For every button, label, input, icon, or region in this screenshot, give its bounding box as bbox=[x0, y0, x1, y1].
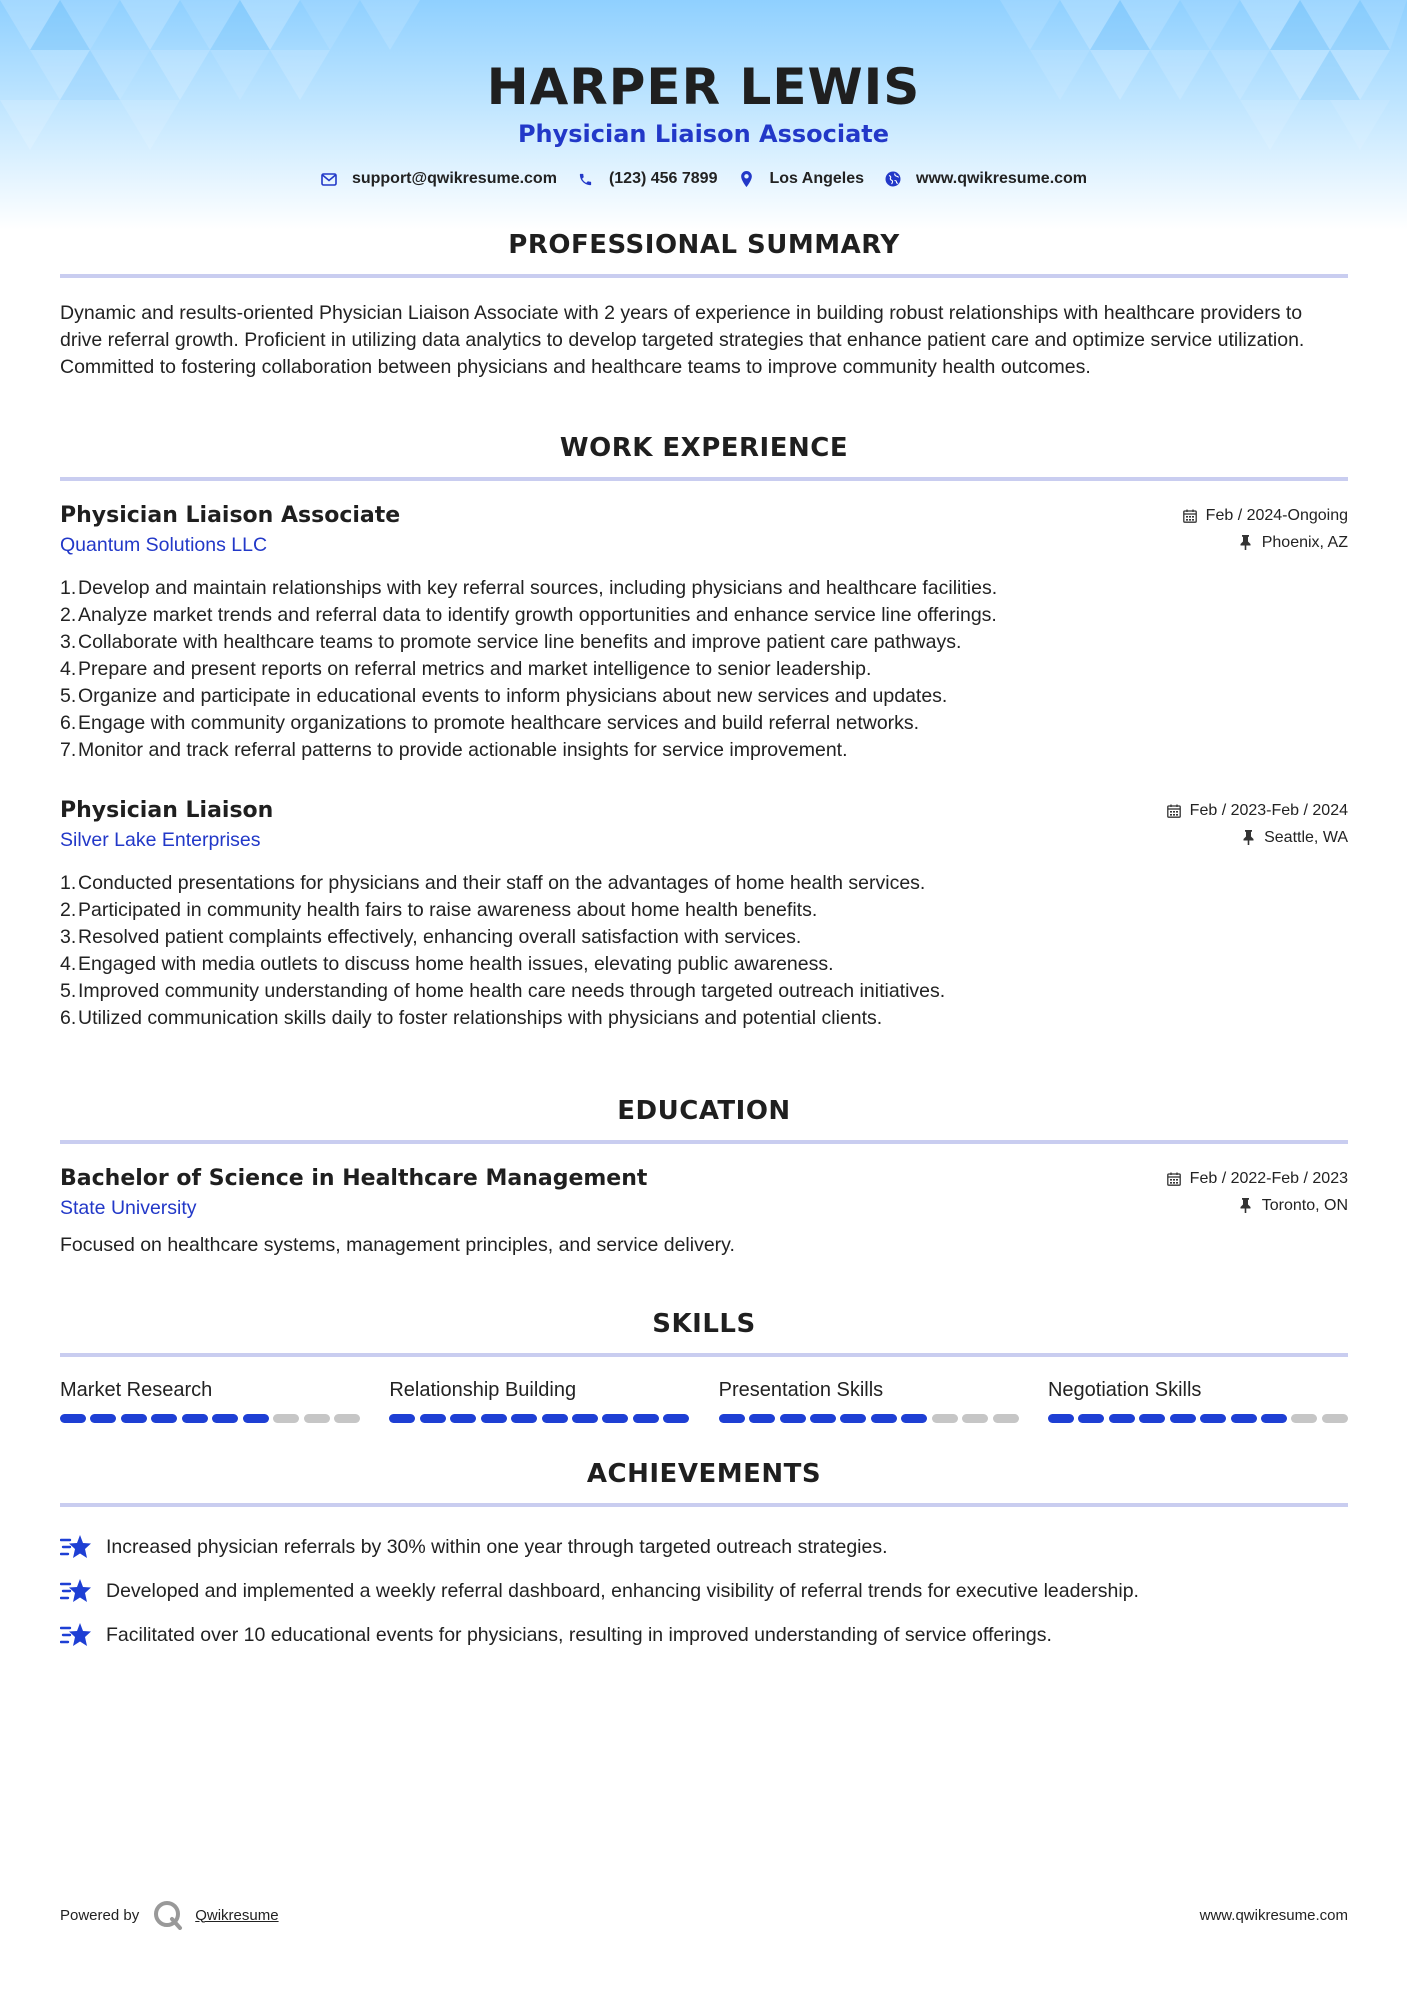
job-location bbox=[1240, 829, 1348, 847]
skill-dot bbox=[810, 1414, 836, 1423]
shooting-star-icon bbox=[60, 1620, 94, 1650]
list-item bbox=[60, 1613, 1348, 1657]
shooting-star-icon bbox=[60, 1576, 94, 1606]
calendar-icon bbox=[1166, 803, 1182, 819]
pushpin-icon bbox=[1240, 830, 1256, 846]
skill-dot bbox=[1231, 1414, 1257, 1423]
education-title: EDUCATION bbox=[60, 1096, 1348, 1144]
degree-title: Bachelor of Science in Healthcare Management bbox=[60, 1166, 648, 1191]
skill-dot bbox=[901, 1414, 927, 1423]
list-item: 2. Participated in community health fairs to raise awareness about home health benefits. bbox=[60, 897, 1348, 924]
qwikresume-logo-icon bbox=[153, 1900, 183, 1930]
bullet-text: Develop and maintain relationships with key referral sources, including physicians and healthcare facilities. bbox=[78, 577, 998, 599]
skill-dot bbox=[151, 1414, 177, 1423]
skill-meter bbox=[60, 1414, 360, 1423]
school-name: State University bbox=[60, 1197, 197, 1219]
job-title: Physician Liaison bbox=[60, 798, 274, 823]
bullet-text: Utilized communication skills daily to foster relationships with physicians and potential clients. bbox=[78, 1007, 883, 1029]
skill-dot bbox=[60, 1414, 86, 1423]
skill-dot bbox=[1078, 1414, 1104, 1423]
skill-dot bbox=[450, 1414, 476, 1423]
skill-dot bbox=[121, 1414, 147, 1423]
contact-bar bbox=[0, 170, 1407, 188]
skill-dot bbox=[334, 1414, 360, 1423]
skill-dot bbox=[602, 1414, 628, 1423]
shooting-star-icon bbox=[60, 1532, 94, 1562]
list-item: 4. Prepare and present reports on referral metrics and market intelligence to senior leadership. bbox=[60, 656, 1348, 683]
list-item: 6. Engage with community organizations to promote healthcare services and build referral networks. bbox=[60, 710, 1348, 737]
footer-website[interactable]: www.qwikresume.com bbox=[1199, 1906, 1348, 1924]
skill-name: Relationship Building bbox=[389, 1379, 577, 1401]
candidate-name: HARPER LEWIS bbox=[486, 58, 921, 116]
contact-email[interactable] bbox=[320, 170, 557, 188]
skill-dot bbox=[304, 1414, 330, 1423]
skill-name: Presentation Skills bbox=[718, 1379, 884, 1401]
skill-item bbox=[1048, 1379, 1348, 1423]
job-dates bbox=[1182, 507, 1348, 525]
bullet-text: Engaged with media outlets to discuss home health issues, elevating public awareness. bbox=[78, 953, 834, 975]
job-dates-text: Feb / 2023-Feb / 2024 bbox=[1189, 801, 1348, 819]
achievement-text: Facilitated over 10 educational events for physicians, resulting in improved understanding of service offerings. bbox=[106, 1623, 1052, 1646]
map-pin-icon bbox=[737, 170, 755, 188]
list-item: 7. Monitor and track referral patterns to provide actionable insights for service improvement. bbox=[60, 737, 1348, 764]
calendar-icon bbox=[1182, 508, 1198, 524]
job-location bbox=[1238, 534, 1348, 552]
skill-dot bbox=[481, 1414, 507, 1423]
achievement-text: Increased physician referrals by 30% within one year through targeted outreach strategies. bbox=[106, 1535, 888, 1558]
bullet-text: Monitor and track referral patterns to provide actionable insights for service improvement. bbox=[78, 739, 848, 761]
skill-dot bbox=[633, 1414, 659, 1423]
bullet-text: Conducted presentations for physicians and their staff on the advantages of home health services. bbox=[78, 872, 926, 894]
skill-dot bbox=[1291, 1414, 1317, 1423]
list-item: 5. Improved community understanding of home health care needs through targeted outreach initiatives. bbox=[60, 978, 1348, 1005]
skill-name: Negotiation Skills bbox=[1047, 1379, 1202, 1401]
skill-dot bbox=[1109, 1414, 1135, 1423]
experience-section bbox=[60, 433, 1348, 1032]
bullet-text: Collaborate with healthcare teams to promote service line benefits and improve patient care pathways. bbox=[78, 631, 962, 653]
job-dates bbox=[1166, 802, 1348, 820]
list-item: 3. Resolved patient complaints effectively, enhancing overall satisfaction with services. bbox=[60, 924, 1348, 951]
summary-text: Dynamic and results-oriented Physician Liaison Associate with 2 years of experience in building robust relationships with healthcare providers to drive referral growth. Proficient in utilizing data analytics to develop targeted strategies that enhance patient care and optimize service utilization. Committed to fostering collaboration between physicians and healthcare teams to improve community health outcomes. bbox=[60, 302, 1305, 378]
powered-by-label: Powered by bbox=[60, 1906, 140, 1924]
skill-dot bbox=[1048, 1414, 1074, 1423]
job-entry bbox=[60, 798, 1348, 1032]
skill-dot bbox=[962, 1414, 988, 1423]
envelope-icon bbox=[320, 170, 338, 188]
list-item bbox=[60, 1525, 1348, 1569]
education-entry bbox=[60, 1166, 1348, 1259]
bullet-text: Prepare and present reports on referral metrics and market intelligence to senior leadership. bbox=[78, 658, 872, 680]
education-section bbox=[60, 1096, 1348, 1259]
bullet-text: Engage with community organizations to promote healthcare services and build referral networks. bbox=[78, 712, 920, 734]
job-location-text: Phoenix, AZ bbox=[1261, 533, 1348, 551]
education-dates bbox=[1166, 1170, 1348, 1188]
education-description: Focused on healthcare systems, management principles, and service delivery. bbox=[60, 1234, 735, 1256]
phone-icon bbox=[577, 170, 595, 188]
job-bullets bbox=[60, 870, 1348, 1032]
pushpin-icon bbox=[1238, 535, 1254, 551]
skill-item bbox=[60, 1379, 360, 1423]
list-item: 6. Utilized communication skills daily to foster relationships with physicians and potential clients. bbox=[60, 1005, 1348, 1032]
list-item: 3. Collaborate with healthcare teams to promote service line benefits and improve patient care pathways. bbox=[60, 629, 1348, 656]
achievements-list bbox=[60, 1525, 1348, 1657]
skill-meter bbox=[719, 1414, 1019, 1423]
education-location bbox=[1238, 1197, 1348, 1215]
skill-dot bbox=[572, 1414, 598, 1423]
globe-icon bbox=[884, 170, 902, 188]
skill-dot bbox=[871, 1414, 897, 1423]
phone-text: (123) 456 7899 bbox=[608, 170, 718, 187]
location-text: Los Angeles bbox=[769, 170, 865, 187]
calendar-icon bbox=[1166, 1171, 1182, 1187]
job-company: Quantum Solutions LLC bbox=[60, 534, 268, 556]
skill-meter bbox=[1048, 1414, 1348, 1423]
skill-dot bbox=[273, 1414, 299, 1423]
skill-item bbox=[389, 1379, 689, 1423]
list-item: 1. Conducted presentations for physicians and their staff on the advantages of home health services. bbox=[60, 870, 1348, 897]
bullet-text: Resolved patient complaints effectively, enhancing overall satisfaction with services. bbox=[78, 926, 802, 948]
pushpin-icon bbox=[1238, 1198, 1254, 1214]
skill-dot bbox=[90, 1414, 116, 1423]
skill-dot bbox=[663, 1414, 689, 1423]
achievement-text: Developed and implemented a weekly referral dashboard, enhancing visibility of referral trends for executive leadership. bbox=[106, 1579, 1139, 1602]
summary-section bbox=[60, 230, 1348, 381]
job-bullets bbox=[60, 575, 1348, 764]
education-dates-text: Feb / 2022-Feb / 2023 bbox=[1189, 1169, 1348, 1187]
brand-link[interactable]: Qwikresume bbox=[195, 1906, 279, 1924]
skill-name: Market Research bbox=[60, 1379, 213, 1401]
job-location-text: Seattle, WA bbox=[1264, 828, 1348, 846]
skill-meter bbox=[389, 1414, 689, 1423]
bullet-text: Improved community understanding of home health care needs through targeted outreach initiatives. bbox=[78, 980, 946, 1002]
skill-dot bbox=[1261, 1414, 1287, 1423]
skill-dot bbox=[932, 1414, 958, 1423]
skill-dot bbox=[420, 1414, 446, 1423]
skill-dot bbox=[780, 1414, 806, 1423]
skill-dot bbox=[243, 1414, 269, 1423]
skill-dot bbox=[511, 1414, 537, 1423]
skill-dot bbox=[840, 1414, 866, 1423]
skill-dot bbox=[389, 1414, 415, 1423]
skill-dot bbox=[182, 1414, 208, 1423]
email-text: support@qwikresume.com bbox=[351, 170, 557, 187]
bullet-text: Participated in community health fairs to raise awareness about home health benefits. bbox=[78, 899, 818, 921]
skill-dot bbox=[749, 1414, 775, 1423]
list-item: 2. Analyze market trends and referral data to identify growth opportunities and enhance service line offerings. bbox=[60, 602, 1348, 629]
page-footer bbox=[60, 1900, 1348, 1930]
skill-dot bbox=[993, 1414, 1019, 1423]
list-item bbox=[60, 1569, 1348, 1613]
list-item: 4. Engaged with media outlets to discuss home health issues, elevating public awareness. bbox=[60, 951, 1348, 978]
contact-website[interactable] bbox=[884, 170, 1087, 188]
skill-dot bbox=[212, 1414, 238, 1423]
experience-title: WORK EXPERIENCE bbox=[60, 433, 1348, 481]
bullet-text: Organize and participate in educational events to inform physicians about new services and updates. bbox=[78, 685, 948, 707]
achievements-section bbox=[60, 1459, 1348, 1657]
resume-body bbox=[60, 230, 1348, 1657]
list-item: 5. Organize and participate in educational events to inform physicians about new services and updates. bbox=[60, 683, 1348, 710]
website-text: www.qwikresume.com bbox=[916, 170, 1088, 187]
job-dates-text: Feb / 2024-Ongoing bbox=[1205, 506, 1348, 524]
skill-item bbox=[719, 1379, 1019, 1423]
skill-dot bbox=[719, 1414, 745, 1423]
contact-phone[interactable] bbox=[577, 170, 718, 188]
skills-title: SKILLS bbox=[60, 1309, 1348, 1357]
job-title: Physician Liaison Associate bbox=[60, 503, 401, 528]
skills-section bbox=[60, 1309, 1348, 1423]
skill-dot bbox=[1200, 1414, 1226, 1423]
job-entry bbox=[60, 503, 1348, 764]
education-location-text: Toronto, ON bbox=[1261, 1196, 1348, 1214]
skill-dot bbox=[1170, 1414, 1196, 1423]
job-company: Silver Lake Enterprises bbox=[60, 829, 261, 851]
list-item: 1. Develop and maintain relationships with key referral sources, including physicians and healthcare facilities. bbox=[60, 575, 1348, 602]
achievements-title: ACHIEVEMENTS bbox=[60, 1459, 1348, 1507]
skill-dot bbox=[1139, 1414, 1165, 1423]
skill-dot bbox=[542, 1414, 568, 1423]
skills-list bbox=[60, 1379, 1348, 1423]
contact-location bbox=[737, 170, 864, 188]
bullet-text: Analyze market trends and referral data to identify growth opportunities and enhance service line offerings. bbox=[78, 604, 997, 626]
summary-title: PROFESSIONAL SUMMARY bbox=[60, 230, 1348, 278]
skill-dot bbox=[1322, 1414, 1348, 1423]
candidate-role: Physician Liaison Associate bbox=[517, 120, 890, 148]
resume-header bbox=[0, 58, 1407, 188]
